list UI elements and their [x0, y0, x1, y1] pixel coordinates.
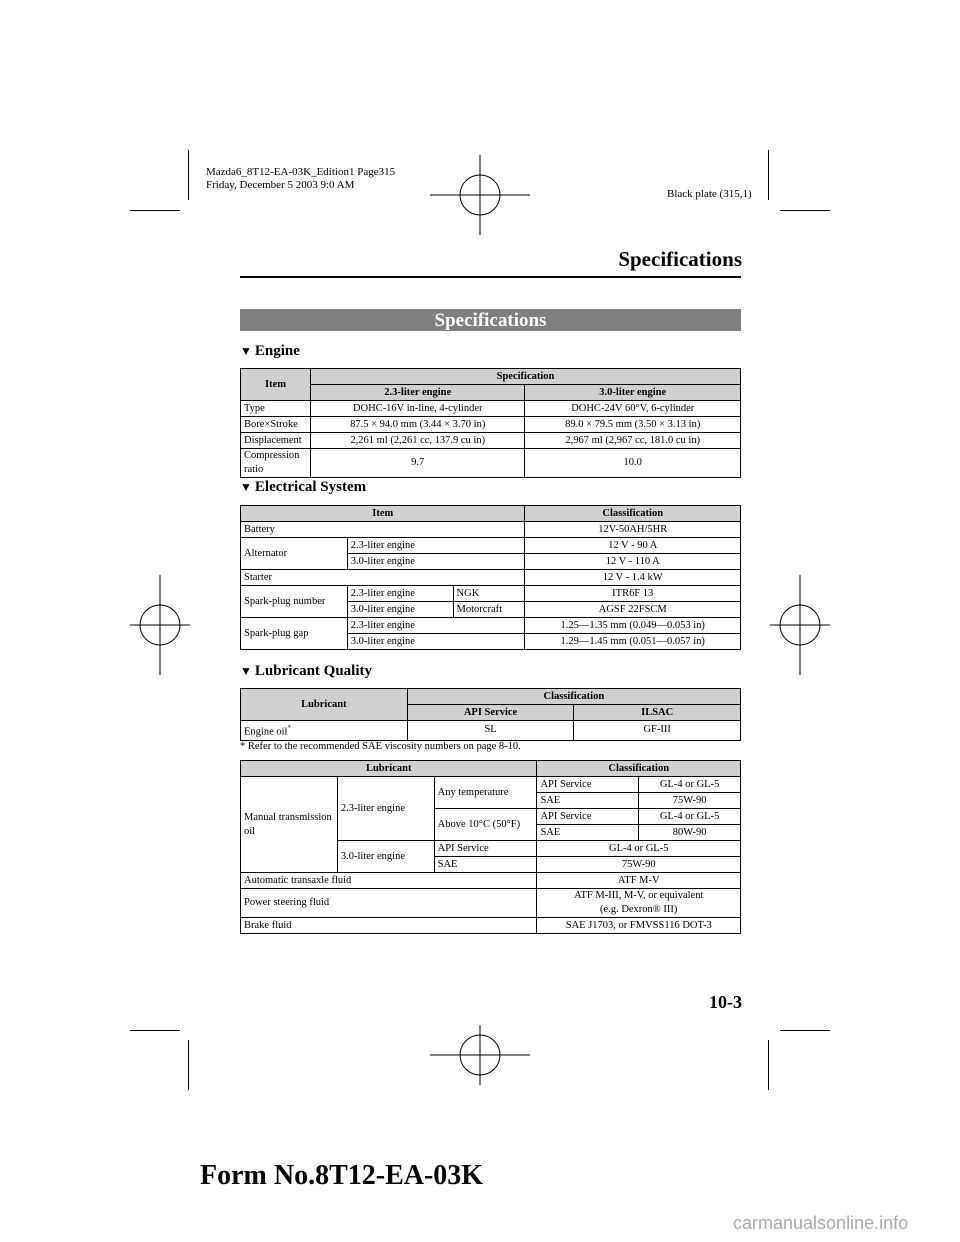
cell: Engine oil* [241, 721, 408, 741]
electrical-table [240, 505, 741, 650]
table-row [241, 873, 741, 889]
col-30: 3.0-liter engine [525, 385, 741, 401]
col-class: Classification [537, 761, 741, 777]
site-watermark: carmanualsonline.info [733, 1213, 909, 1233]
cell: ATF M-V [537, 873, 741, 889]
print-meta-line1: Mazda6_8T12-EA-03K_Edition1 Page315 [206, 166, 396, 178]
crop-mark [188, 1040, 189, 1090]
cell: SAE J1703, or FMVSS116 DOT-3 [537, 918, 741, 934]
table-row [241, 618, 741, 634]
cell: Spark-plug number [241, 586, 348, 618]
cell: 2.3-liter engine [347, 538, 525, 554]
cell: 1.25—1.35 mm (0.049—0.053 in) [525, 618, 741, 634]
cell: SAE [537, 793, 639, 809]
registration-mark-top [430, 155, 530, 235]
table-row [241, 433, 741, 449]
cell: 2,967 ml (2,967 cc, 181.0 cu in) [525, 433, 741, 449]
cell: Above 10°C (50°F) [434, 809, 537, 841]
cell: 87.5 × 94.0 mm (3.44 × 3.70 in) [310, 417, 525, 433]
cell: 89.0 × 79.5 mm (3.50 × 3.13 in) [525, 417, 741, 433]
cell: GL-4 or GL-5 [639, 809, 741, 825]
cell: 10.0 [525, 449, 741, 478]
cell: Brake fluid [241, 918, 537, 934]
page-header-title: Specifications [618, 247, 742, 271]
cell: Type [241, 401, 311, 417]
cell: 80W-90 [639, 825, 741, 841]
cell: NGK [453, 586, 525, 602]
cell: 3.0-liter engine [347, 634, 525, 650]
registration-mark-bottom [430, 1025, 530, 1085]
col-lubricant: Lubricant [241, 689, 408, 721]
cell: API Service [537, 809, 639, 825]
cell: ATF M-III, M-V, or equivalent (e.g. Dexron® III) [537, 889, 741, 918]
cell: Any temperature [434, 777, 537, 809]
cell: 75W-90 [537, 857, 741, 873]
table-row [241, 586, 741, 602]
footnote: * Refer to the recommended SAE viscosity numbers on page 8-10. [240, 741, 521, 752]
triangle-icon: ▼ [240, 344, 252, 358]
cell: 75W-90 [639, 793, 741, 809]
crop-mark [768, 1040, 769, 1090]
crop-mark [780, 1030, 830, 1031]
cell: DOHC-16V in-line, 4-cylinder [310, 401, 525, 417]
crop-mark [130, 1030, 180, 1031]
col-api: API Service [407, 705, 574, 721]
print-meta [206, 166, 395, 192]
form-number: Form No.8T12-EA-03K [200, 1160, 484, 1191]
cell: DOHC-24V 60°V, 6-cylinder [525, 401, 741, 417]
cell: API Service [537, 777, 639, 793]
fluids-table [240, 760, 741, 934]
cell: SAE [434, 857, 537, 873]
table-row [241, 889, 741, 918]
cell: Bore×Stroke [241, 417, 311, 433]
plate-label: Black plate (315,1) [667, 188, 752, 200]
cell: Motorcraft [453, 602, 525, 618]
engine-table [240, 368, 741, 478]
registration-mark-left [130, 575, 190, 675]
cell: Power steering fluid [241, 889, 537, 918]
cell: 2.3-liter engine [337, 777, 434, 841]
cell: Displacement [241, 433, 311, 449]
cell: 3.0-liter engine [347, 554, 525, 570]
table-row [241, 721, 741, 741]
table-row [241, 417, 741, 433]
cell: 3.0-liter engine [337, 841, 434, 873]
cell: GF-III [574, 721, 741, 741]
cell: Battery [241, 522, 525, 538]
page-number: 10-3 [709, 992, 742, 1012]
crop-mark [130, 210, 180, 211]
table-row [241, 522, 741, 538]
cell: GL-4 or GL-5 [537, 841, 741, 857]
cell: Compression ratio [241, 449, 311, 478]
col-class: Classification [525, 506, 741, 522]
col-lubricant: Lubricant [241, 761, 537, 777]
cell: 2,261 ml (2,261 cc, 137.9 cu in) [310, 433, 525, 449]
header-rule [240, 276, 741, 278]
engine-heading: ▼ Engine [240, 343, 300, 359]
cell: 2.3-liter engine [347, 586, 453, 602]
cell: SAE [537, 825, 639, 841]
table-row [241, 777, 741, 793]
col-class: Classification [407, 689, 740, 705]
cell: Alternator [241, 538, 348, 570]
cell: 1.29—1.45 mm (0.051—0.057 in) [525, 634, 741, 650]
cell: 12V-50AH/5HR [525, 522, 741, 538]
cell: Automatic transaxle fluid [241, 873, 537, 889]
crop-mark [768, 150, 769, 200]
col-item: Item [241, 369, 311, 401]
lubricant-table [240, 688, 741, 741]
cell: AGSF 22FSCM [525, 602, 741, 618]
triangle-icon: ▼ [240, 480, 252, 494]
cell: 9.7 [310, 449, 525, 478]
table-row [241, 401, 741, 417]
cell: Spark-plug gap [241, 618, 348, 650]
table-row [241, 538, 741, 554]
cell: Manual transmission oil [241, 777, 338, 873]
crop-mark [188, 150, 189, 200]
cell: ITR6F 13 [525, 586, 741, 602]
section-banner: Specifications [240, 309, 741, 331]
cell: 12 V - 110 A [525, 554, 741, 570]
col-spec: Specification [310, 369, 740, 385]
triangle-icon: ▼ [240, 664, 252, 678]
cell: 2.3-liter engine [347, 618, 525, 634]
col-ilsac: ILSAC [574, 705, 741, 721]
cell: 3.0-liter engine [347, 602, 453, 618]
col-23: 2.3-liter engine [310, 385, 525, 401]
lubricant-heading: ▼ Lubricant Quality [240, 663, 372, 679]
cell: 12 V - 90 A [525, 538, 741, 554]
cell: API Service [434, 841, 537, 857]
crop-mark [780, 210, 830, 211]
col-item: Item [241, 506, 525, 522]
table-row [241, 449, 741, 478]
electrical-heading: ▼ Electrical System [240, 479, 367, 495]
registration-mark-right [770, 575, 830, 675]
print-meta-line2: Friday, December 5 2003 9:0 AM [206, 179, 355, 191]
cell: Starter [241, 570, 525, 586]
cell: 12 V - 1.4 kW [525, 570, 741, 586]
table-row [241, 570, 741, 586]
table-row [241, 918, 741, 934]
cell: GL-4 or GL-5 [639, 777, 741, 793]
cell: SL [407, 721, 574, 741]
